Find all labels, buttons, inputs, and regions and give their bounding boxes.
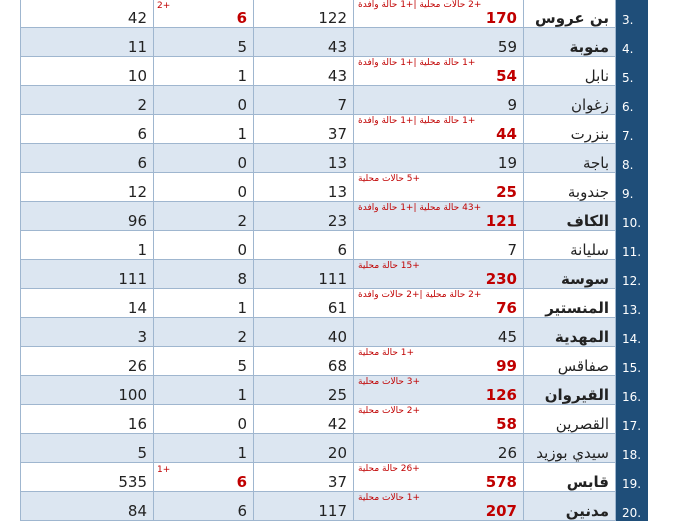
cell-index: 13. [616,289,648,318]
cell-governorate: الكاف [524,202,616,231]
cell-governorate: سليانة [524,231,616,260]
cell-total-value: 26 [497,444,517,462]
cell-index: 3. [616,0,648,28]
table-row [21,115,648,144]
cell-col2 [154,347,254,376]
cell-governorate: بنزرت [524,115,616,144]
cell-governorate: مدنين [524,492,616,521]
cell-governorate: القيروان [524,376,616,405]
cell-col3: 7 [254,86,354,115]
cell-col2 [154,86,254,115]
table-row [21,260,648,289]
cell-col1: 11 [21,28,154,57]
cell-total-value: 99 [496,357,517,375]
cell-col2-value: 8 [237,270,247,288]
cell-col2 [154,405,254,434]
cell-col2 [154,318,254,347]
cell-total [354,231,524,260]
cell-governorate: القصرين [524,405,616,434]
cell-index: 6. [616,86,648,115]
table-row [21,289,648,318]
cell-total [354,115,524,144]
cell-governorate: بن عروس [524,0,616,28]
cell-col1: 2 [21,86,154,115]
cell-total-note: +2 حالات محلية |+1 حالة وافدة [358,0,482,10]
cell-col2-value: 0 [237,154,247,172]
cell-index: 4. [616,28,648,57]
cell-col2 [154,463,254,492]
cell-total [354,86,524,115]
cell-col2-value: 5 [237,38,247,56]
cell-total-value: 7 [507,241,517,259]
cell-col3: 13 [254,144,354,173]
cell-col2 [154,144,254,173]
cell-col3: 43 [254,28,354,57]
cell-index: 16. [616,376,648,405]
cell-total-note: +5 حالات محلية [358,174,421,184]
table-row [21,492,648,521]
cell-col1: 6 [21,115,154,144]
cell-col2 [154,173,254,202]
cell-governorate: المهدية [524,318,616,347]
cell-total-note: +2 حالات محلية [358,406,421,416]
cell-col2-value: 6 [236,473,247,491]
cell-col2 [154,0,254,28]
cell-total [354,463,524,492]
cell-total-value: 54 [496,67,517,85]
cell-col2-increment: 2+ [157,1,171,11]
cell-col3: 20 [254,434,354,463]
cell-col2 [154,202,254,231]
table-row [21,202,648,231]
cell-total [354,28,524,57]
cell-col2 [154,376,254,405]
cell-governorate: قابس [524,463,616,492]
cell-col2-value: 0 [237,241,247,259]
cell-col2-value: 0 [237,183,247,201]
table-row [21,144,648,173]
cell-index: 10. [616,202,648,231]
cell-total [354,318,524,347]
table-row [21,57,648,86]
cell-total-value: 230 [485,270,517,288]
cell-total-value: 59 [497,38,517,56]
cell-col1: 84 [21,492,154,521]
cell-col3: 40 [254,318,354,347]
cell-total [354,57,524,86]
cell-col2 [154,115,254,144]
cell-col1: 26 [21,347,154,376]
cell-col3: 13 [254,173,354,202]
cell-col1: 1 [21,231,154,260]
cell-col1: 14 [21,289,154,318]
cell-col2-value: 0 [237,415,247,433]
cell-total-value: 58 [496,415,517,433]
cell-total [354,376,524,405]
cell-total-value: 25 [496,183,517,201]
cell-total [354,289,524,318]
cell-total-note: +1 حالات محلية [358,493,421,503]
cell-col3: 122 [254,0,354,28]
cell-col3: 111 [254,260,354,289]
table-row [21,347,648,376]
table-row [21,318,648,347]
table-row [21,463,648,492]
cell-col2-value: 1 [237,386,247,404]
cell-col1: 42 [21,0,154,28]
cell-total-note: +26 حالة محلية [358,464,420,474]
cell-col1: 6 [21,144,154,173]
cell-col3: 117 [254,492,354,521]
cell-index: 9. [616,173,648,202]
table-row [21,173,648,202]
cell-governorate: صفاقس [524,347,616,376]
cell-col3: 68 [254,347,354,376]
cell-index: 5. [616,57,648,86]
cell-index: 12. [616,260,648,289]
cell-col1: 111 [21,260,154,289]
cell-total-value: 126 [485,386,517,404]
cell-index: 18. [616,434,648,463]
cell-total-value: 44 [496,125,517,143]
cell-governorate: جندوبة [524,173,616,202]
cell-index: 14. [616,318,648,347]
cell-index: 8. [616,144,648,173]
cell-total-note: +1 حالة محلية |+1 حالة وافدة [358,58,476,68]
cell-col2 [154,28,254,57]
cell-total-note: +1 حالة محلية [358,348,415,358]
cell-col3: 6 [254,231,354,260]
cell-total-value: 19 [497,154,517,172]
cell-governorate: المنستير [524,289,616,318]
cell-governorate: منوبة [524,28,616,57]
cell-col3: 25 [254,376,354,405]
cell-col3: 61 [254,289,354,318]
cell-col3: 42 [254,405,354,434]
cell-total-value: 9 [507,96,517,114]
cell-index: 7. [616,115,648,144]
cell-col2-value: 1 [237,67,247,85]
cell-total [354,492,524,521]
cell-col2 [154,260,254,289]
cell-col2 [154,492,254,521]
cell-col3: 37 [254,463,354,492]
cell-col2 [154,434,254,463]
cell-col2-value: 5 [237,357,247,375]
cell-total-value: 170 [485,9,517,27]
cell-governorate: نابل [524,57,616,86]
cell-governorate: سوسة [524,260,616,289]
cell-total [354,0,524,28]
cell-total-note: +2 حالة محلية |+2 حالات وافدة [358,290,482,300]
cell-col1: 10 [21,57,154,86]
table-row [21,434,648,463]
cell-col2-value: 2 [237,328,247,346]
cell-governorate: باجة [524,144,616,173]
cell-col2-value: 1 [237,125,247,143]
cell-col1: 535 [21,463,154,492]
cell-col2 [154,231,254,260]
table-row [21,231,648,260]
cell-col2-value: 6 [237,502,247,520]
cell-col3: 43 [254,57,354,86]
cell-total [354,144,524,173]
cell-col1: 16 [21,405,154,434]
cell-index: 20. [616,492,648,521]
cell-total [354,405,524,434]
cell-index: 11. [616,231,648,260]
cell-total-note: +43 حالة محلية |+1 حالة وافدة [358,203,482,213]
cell-col1: 100 [21,376,154,405]
cell-total [354,347,524,376]
cases-table [20,0,648,521]
cell-total-value: 578 [485,473,517,491]
cell-total [354,173,524,202]
cell-index: 17. [616,405,648,434]
cell-total-value: 45 [497,328,517,346]
cell-col1: 96 [21,202,154,231]
cell-total [354,434,524,463]
cell-total-note: +15 حالة محلية [358,261,420,271]
cell-governorate: زغوان [524,86,616,115]
cell-col2-increment: 1+ [157,465,171,475]
table-row [21,405,648,434]
cell-total-value: 207 [485,502,517,520]
cell-index: 15. [616,347,648,376]
cell-col1: 5 [21,434,154,463]
cell-col1: 12 [21,173,154,202]
cell-total-note: +1 حالة محلية |+1 حالة وافدة [358,116,476,126]
cell-col2 [154,57,254,86]
cell-total-note: +3 حالات محلية [358,377,421,387]
table-row [21,0,648,28]
cell-total [354,202,524,231]
cell-col2-value: 1 [237,299,247,317]
cell-total [354,260,524,289]
table-row [21,376,648,405]
cell-col2-value: 2 [237,212,247,230]
cell-col3: 23 [254,202,354,231]
cell-col2 [154,289,254,318]
cell-col3: 37 [254,115,354,144]
cell-col2-value: 6 [236,9,247,27]
cell-total-value: 121 [485,212,517,230]
cell-governorate: سيدي بوزيد [524,434,616,463]
table-row [21,86,648,115]
cell-col2-value: 1 [237,444,247,462]
table-row [21,28,648,57]
cell-col2-value: 0 [237,96,247,114]
cell-col1: 3 [21,318,154,347]
cell-total-value: 76 [496,299,517,317]
cell-index: 19. [616,463,648,492]
